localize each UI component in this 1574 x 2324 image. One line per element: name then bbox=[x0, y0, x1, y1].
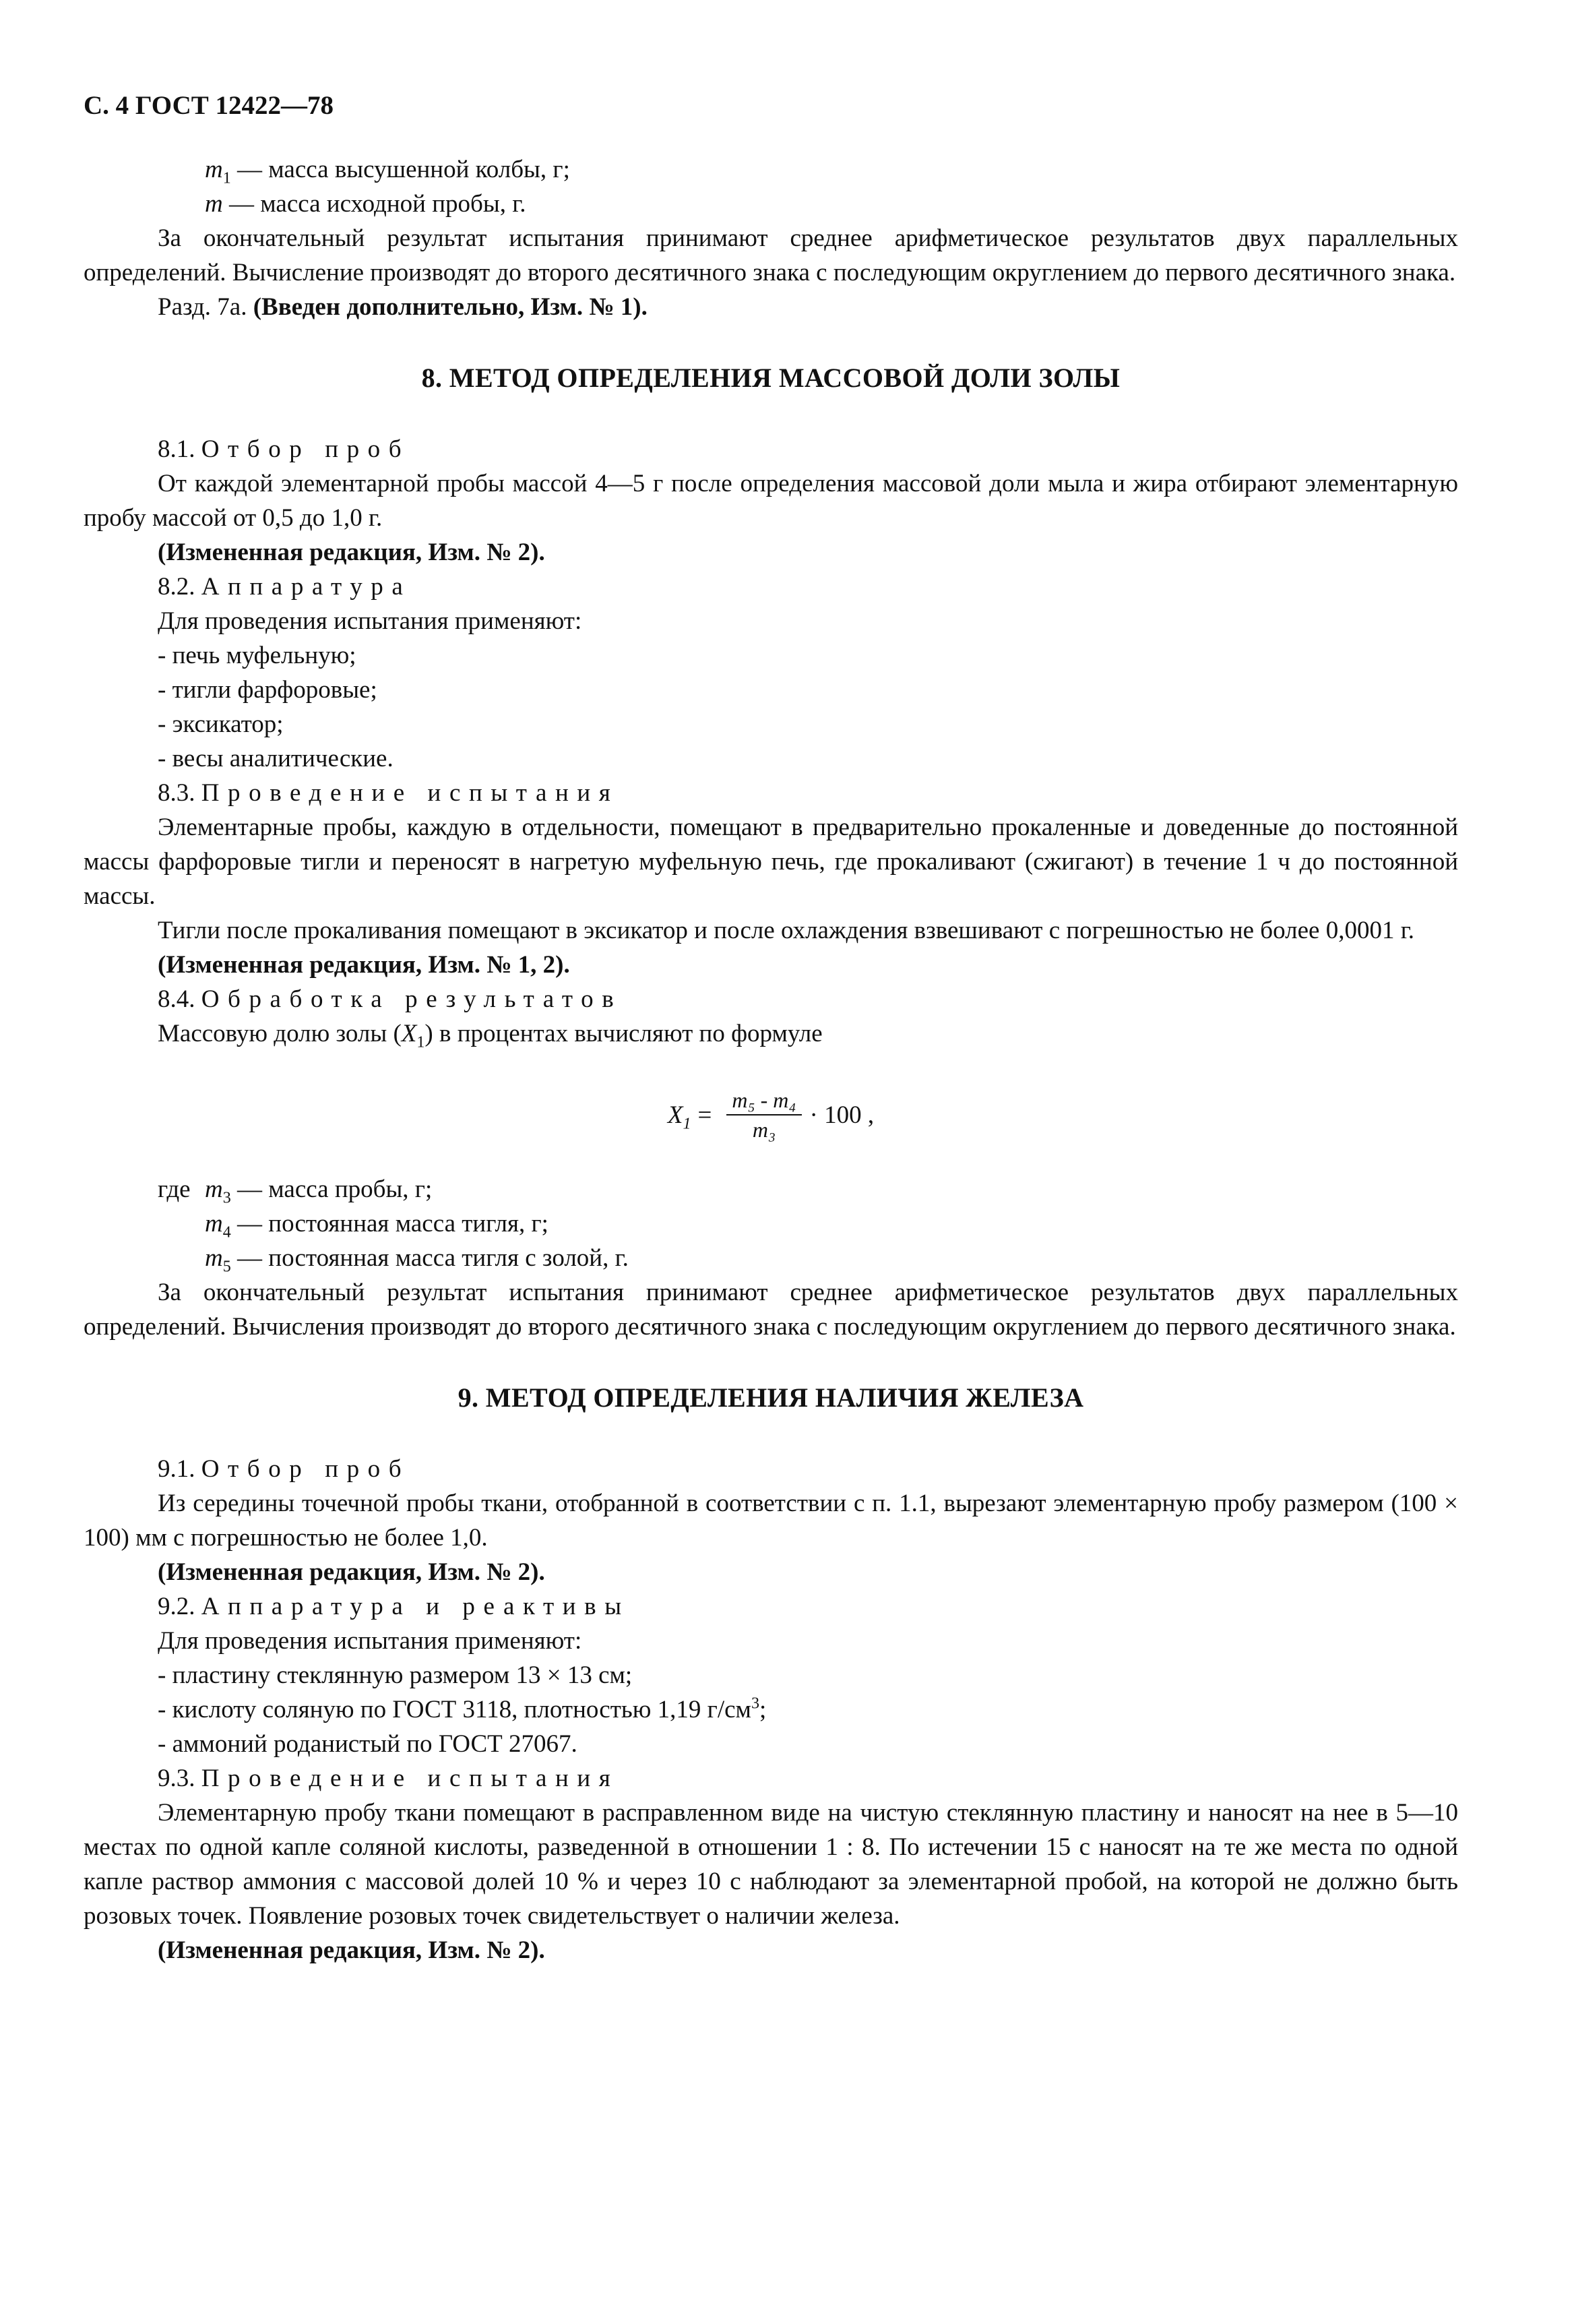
subsection-8-3-heading: 8.3. Проведение испытания bbox=[158, 779, 619, 807]
subsection-8-1-amendment: (Измененная редакция, Изм. № 2). bbox=[158, 539, 545, 566]
where-line-m3: где $m_3$ — масса пробы, г; bbox=[158, 1175, 433, 1207]
formula-tail: · 100 , bbox=[809, 1101, 875, 1129]
subsection-8-4-heading: 8.4. Обработка результатов bbox=[158, 985, 623, 1013]
list-item: - печь муфельную; bbox=[158, 642, 356, 669]
var-line-m: m — масса исходной пробы, г. bbox=[205, 190, 526, 218]
ash-formula bbox=[84, 1078, 1458, 1152]
subsection-8-1-text: От каждой элементарной пробы массой 4—5 г после определения массовой доли мыла и жира отбирают элементарную пробу массой от 0,5 до 1,0 г. bbox=[84, 470, 1458, 532]
section-8-title: 8. МЕТОД ОПРЕДЕЛЕНИЯ МАССОВОЙ ДОЛИ ЗОЛЫ bbox=[421, 363, 1121, 393]
formula-denominator: m₃ bbox=[752, 1118, 776, 1142]
page-content bbox=[84, 88, 1458, 1967]
subsection-8-3-paragraph-1: Элементарные пробы, каждую в отдельности, помещают в предварительно прокаленные и доведенные до постоянной массы фарфоровые тигли и переносят в нагретую муфельную печь, где прокаливают (сжигают) в течение 1 ч до постоянной массы. bbox=[84, 814, 1458, 910]
list-item: - весы аналитические. bbox=[158, 745, 393, 772]
subsection-9-1-amendment: (Измененная редакция, Изм. № 2). bbox=[158, 1558, 545, 1586]
subsection-8-3-amendment: (Измененная редакция, Изм. № 1, 2). bbox=[158, 951, 570, 979]
formula-fraction bbox=[726, 1086, 801, 1144]
subsection-9-2-text: Для проведения испытания применяют: bbox=[158, 1627, 582, 1655]
subsection-8-3-paragraph-2: Тигли после прокаливания помещают в эксикатор и после охлаждения взвешивают с погрешностью не более 0,0001 г. bbox=[158, 917, 1414, 944]
intro-result-paragraph: За окончательный результат испытания принимают среднее арифметическое результатов двух параллельных определений. Вычисление производят до второго десятичного знака с последующим округлением до первого десятичного знака. bbox=[84, 224, 1458, 286]
list-item: - тигли фарфоровые; bbox=[158, 676, 377, 704]
subsection-8-4-result: За окончательный результат испытания принимают среднее арифметическое результатов двух параллельных определений. Вычисления производят до второго десятичного знака с последующим округлением до первого десятичного знака. bbox=[84, 1279, 1458, 1341]
section-9-title: 9. МЕТОД ОПРЕДЕЛЕНИЯ НАЛИЧИЯ ЖЕЛЕЗА bbox=[458, 1382, 1084, 1413]
subsection-8-2-heading: 8.2. Аппаратура bbox=[158, 573, 412, 601]
var-line-m1: $m_1$ — масса высушенной колбы, г; bbox=[205, 156, 570, 187]
formula-numerator: m₅ - m₄ bbox=[726, 1086, 801, 1115]
subsection-9-3-heading: 9.3. Проведение испытания bbox=[158, 1765, 619, 1792]
subsection-9-3-text: Элементарную пробу ткани помещают в расправленном виде на чистую стеклянную пластину и наносят на нее в 5—10 местах по одной капле соляной кислоты, разведенной в отношении 1 : 8. По истечении 15 с наносят на те же места по одной капле раствор аммония с массовой долей 10 % и через 10 с наблюдают за элементарной пробой, на которой не должно быть розовых точек. Появление розовых точек свидетельствует о наличии железа. bbox=[84, 1799, 1458, 1930]
where-line-m5: $m_5$ — постоянная масса тигля с золой, г. bbox=[205, 1244, 629, 1276]
subsection-9-3-amendment: (Измененная редакция, Изм. № 2). bbox=[158, 1936, 545, 1964]
subsection-9-2-heading: 9.2. Аппаратура и реактивы bbox=[158, 1593, 630, 1620]
subsection-8-4-text: Массовую долю золы $(X_1)$ в процентах вычисляют по формуле bbox=[158, 1020, 823, 1051]
list-item: - пластину стеклянную размером 13 × 13 см; bbox=[158, 1661, 633, 1689]
formula-lhs: $X_1$ bbox=[667, 1101, 691, 1132]
where-line-m4: $m_4$ — постоянная масса тигля, г; bbox=[205, 1210, 548, 1242]
subsection-8-2-text: Для проведения испытания применяют: bbox=[158, 607, 582, 635]
intro-amendment: Разд. 7а. (Введен дополнительно, Изм. № 1). bbox=[158, 293, 648, 321]
formula-equals: = bbox=[697, 1101, 712, 1129]
list-item: - аммоний роданистый по ГОСТ 27067. bbox=[158, 1730, 577, 1758]
subsection-9-1-text: Из середины точечной пробы ткани, отобранной в соответствии с п. 1.1, вырезают элементарную пробу размером (100 × 100) мм с погрешностью не более 1,0. bbox=[84, 1490, 1458, 1552]
list-item: - кислоту соляную по ГОСТ 3118, плотностью 1,19 $г/см^3$; bbox=[158, 1694, 767, 1723]
list-item: - эксикатор; bbox=[158, 710, 284, 738]
page-header: С. 4 ГОСТ 12422—78 bbox=[84, 91, 334, 120]
subsection-9-1-heading: 9.1. Отбор проб bbox=[158, 1455, 410, 1483]
subsection-8-1-heading: 8.1. Отбор проб bbox=[158, 435, 410, 463]
